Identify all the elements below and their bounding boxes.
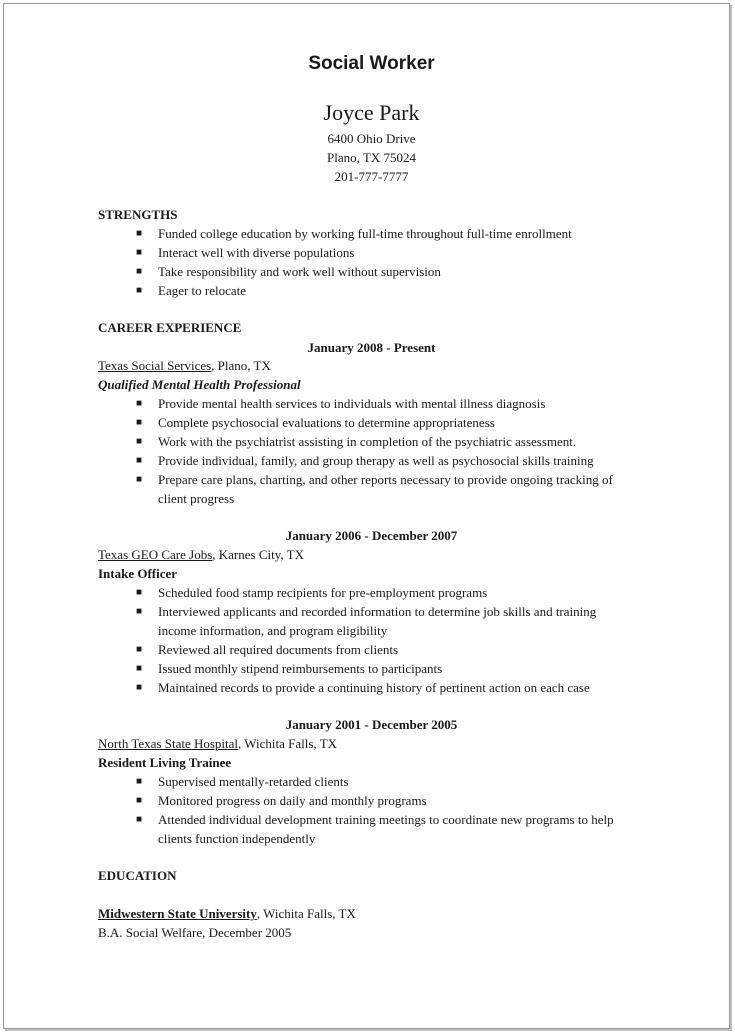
job-duty: Complete psychosocial evaluations to determine appropriateness xyxy=(158,415,495,430)
education-heading: EDUCATION xyxy=(98,868,177,883)
bullet-icon: ■ xyxy=(136,417,143,428)
job-duty: Provide individual, family, and group therapy as well as psychosocial skills training xyxy=(158,453,594,468)
strength-item: Interact well with diverse populations xyxy=(158,245,355,260)
job-duty: Issued monthly stipend reimbursements to participants xyxy=(158,661,443,676)
job-dates: January 2008 - Present xyxy=(307,340,436,355)
job-employer-line xyxy=(98,545,304,564)
bullet-icon: ■ xyxy=(136,436,143,447)
employer-name: North Texas State Hospital xyxy=(98,736,239,751)
bullet-icon: ■ xyxy=(136,228,143,239)
job-position: Intake Officer xyxy=(98,566,178,581)
applicant-name: Joyce Park xyxy=(323,100,420,125)
bullet-icon: ■ xyxy=(136,398,143,409)
resume-page xyxy=(3,3,730,1029)
job-duty: Interviewed applicants and recorded information to determine job skills and training xyxy=(158,604,597,619)
career-heading: CAREER EXPERIENCE xyxy=(98,320,242,335)
job-duty: Attended individual development training meetings to coordinate new programs to help xyxy=(158,812,614,827)
job-duty-continued: client progress xyxy=(158,491,235,506)
job-employer-line xyxy=(98,734,337,753)
strength-item: Take responsibility and work well without supervision xyxy=(158,264,441,279)
employer-location: , Karnes City, TX xyxy=(212,547,304,562)
phone-number: 201-777-7777 xyxy=(334,169,409,184)
strength-item: Funded college education by working full-time throughout full-time enrollment xyxy=(158,226,572,241)
bullet-icon: ■ xyxy=(136,587,143,598)
job-duty: Monitored progress on daily and monthly programs xyxy=(158,793,427,808)
job-duty: Prepare care plans, charting, and other reports necessary to provide ongoing tracking of xyxy=(158,472,613,487)
strength-item: Eager to relocate xyxy=(158,283,247,298)
job-dates: January 2001 - December 2005 xyxy=(285,717,458,732)
employer-name: Texas Social Services xyxy=(98,358,212,373)
school-name: Midwestern State University xyxy=(98,906,257,921)
job-duty: Reviewed all required documents from clients xyxy=(158,642,399,657)
employer-location: , Plano, TX xyxy=(211,358,271,373)
bullet-icon: ■ xyxy=(136,285,143,296)
bullet-icon: ■ xyxy=(136,795,143,806)
job-duty-continued: clients function independently xyxy=(158,831,316,846)
address-line-2: Plano, TX 75024 xyxy=(327,150,416,165)
bullet-icon: ■ xyxy=(136,606,143,617)
job-duty: Work with the psychiatrist assisting in completion of the psychiatric assessment. xyxy=(158,434,577,449)
job-employer-line xyxy=(98,356,271,375)
job-duty-continued: income information, and program eligibility xyxy=(158,623,388,638)
bullet-icon: ■ xyxy=(136,644,143,655)
bullet-icon: ■ xyxy=(136,474,143,485)
job-duty: Provide mental health services to individuals with mental illness diagnosis xyxy=(158,396,546,411)
bullet-icon: ■ xyxy=(136,247,143,258)
employer-name: Texas GEO Care Jobs xyxy=(98,547,213,562)
document-title: Social Worker xyxy=(308,53,435,74)
bullet-icon: ■ xyxy=(136,682,143,693)
address-line-1: 6400 Ohio Drive xyxy=(327,131,416,146)
job-position: Resident Living Trainee xyxy=(98,755,232,770)
strengths-heading: STRENGTHS xyxy=(98,207,178,222)
bullet-icon: ■ xyxy=(136,776,143,787)
job-duty: Supervised mentally-retarded clients xyxy=(158,774,349,789)
bullet-icon: ■ xyxy=(136,814,143,825)
job-duty: Scheduled food stamp recipients for pre-employment programs xyxy=(158,585,488,600)
education-school-line xyxy=(98,904,356,923)
bullet-icon: ■ xyxy=(136,663,143,674)
job-duty: Maintained records to provide a continuing history of pertinent action on each case xyxy=(158,680,590,695)
job-position: Qualified Mental Health Professional xyxy=(98,377,301,392)
bullet-icon: ■ xyxy=(136,266,143,277)
job-dates: January 2006 - December 2007 xyxy=(285,528,458,543)
school-location: , Wichita Falls, TX xyxy=(256,906,356,921)
employer-location: , Wichita Falls, TX xyxy=(238,736,338,751)
bullet-icon: ■ xyxy=(136,455,143,466)
education-degree: B.A. Social Welfare, December 2005 xyxy=(98,925,292,940)
